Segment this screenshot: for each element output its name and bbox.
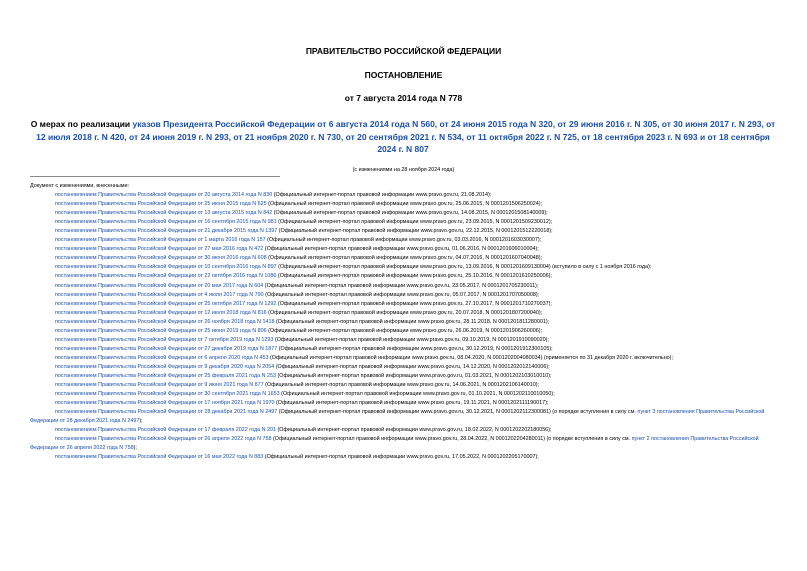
amendment-link[interactable]: постановлением Правительства Российской Федерации от 1 марта 2016 года N 157 bbox=[55, 237, 266, 244]
amendment-link[interactable]: постановлением Правительства Российской Федерации от 20 августа 2014 года N 830 bbox=[55, 192, 273, 199]
amendment-item bbox=[30, 218, 775, 227]
amendment-link[interactable]: постановлением Правительства Российской Федерации от 17 февраля 2022 года N 201 bbox=[55, 427, 277, 434]
amendment-item bbox=[30, 426, 775, 435]
amendment-source: (Официальный интернет-портал правовой информации www.pravo.gov.ru, 28.04.2022, N 0001202204280011) (о порядке вступления в силу см. bbox=[271, 436, 632, 443]
amendment-source: (Официальный интернет-портал правовой информации www.pravo.gov.ru, 04.07.2016, N 0001201607040048); bbox=[266, 255, 543, 262]
amendment-item bbox=[30, 354, 775, 363]
amendment-link[interactable]: постановлением Правительства Российской Федерации от 26 апреля 2022 года N 758 bbox=[55, 436, 272, 443]
amendment-source: (Официальный интернет-портал правовой информации www.pravo.gov.ru, 13.09.2016, N 0001201609130004) (вступило в силу с 1 ноября 2016 года); bbox=[276, 264, 652, 271]
amendment-link[interactable]: постановлением Правительства Российской Федерации от 22 октября 2016 года N 1086 bbox=[55, 273, 277, 280]
amendment-item bbox=[30, 227, 775, 236]
amendment-item bbox=[30, 318, 775, 327]
amendment-source: (Официальный интернет-портал правовой информации www.pravo.gov.ru, 19.11.2021, N 0001202111190017); bbox=[274, 400, 549, 407]
amendment-link[interactable]: постановлением Правительства Российской Федерации от 28 декабря 2021 года N 2497 bbox=[55, 409, 278, 416]
effective-date-link[interactable]: пункт 2 постановления Правительства Российской Федерации от 26 апреля 2022 года N 758 bbox=[30, 436, 759, 452]
amendment-item bbox=[30, 327, 775, 336]
amendment-source: (Официальный интернет-портал правовой информации www.pravo.gov.ru, 30.12.2019, N 0001201912300105); bbox=[277, 345, 553, 352]
amendment-link[interactable]: постановлением Правительства Российской Федерации от 21 декабря 2015 года N 1397 bbox=[55, 228, 278, 235]
amendment-item bbox=[30, 435, 775, 453]
amendment-link[interactable]: постановлением Правительства Российской Федерации от 10 сентября 2016 года N 897 bbox=[55, 264, 277, 271]
amendment-source: (Официальный интернет-портал правовой информации www.pravo.gov.ru, 03.03.2016, N 0001201603030007); bbox=[265, 237, 542, 244]
amendment-item bbox=[30, 245, 775, 254]
amendment-link[interactable]: постановлением Правительства Российской Федерации от 25 февраля 2021 года N 253 bbox=[55, 372, 277, 379]
amendment-source: (Официальный интернет-портал правовой информации www.pravo.gov.ru, 23.05.2017, N 0001201705230011); bbox=[263, 282, 539, 289]
amendment-link[interactable]: постановлением Правительства Российской Федерации от 16 сентября 2015 года N 981 bbox=[55, 219, 277, 226]
amendment-source: (Официальный интернет-портал правовой информации www.pravo.gov.ru, 14.06.2021, N 0001202106140010); bbox=[263, 382, 540, 389]
amendment-link[interactable]: постановлением Правительства Российской Федерации от 9 декабря 2020 года N 2054 bbox=[55, 363, 275, 370]
amendment-source: (Официальный интернет-портал правовой информации www.pravo.gov.ru, 30.12.2021, N 0001202112300081) (о порядке вступления в силу см. bbox=[277, 409, 638, 416]
amendment-item bbox=[30, 372, 775, 381]
amendment-link[interactable]: постановлением Правительства Российской Федерации от 25 июня 2019 года N 806 bbox=[55, 327, 267, 334]
amendment-link[interactable]: постановлением Правительства Российской Федерации от 30 июня 2016 года N 608 bbox=[55, 255, 267, 262]
amendment-item bbox=[30, 263, 775, 272]
amendment-item bbox=[30, 291, 775, 300]
amendment-link[interactable]: постановлением Правительства Российской Федерации от 12 июля 2018 года N 816 bbox=[55, 309, 267, 316]
amendment-item bbox=[30, 209, 775, 218]
amendment-tail: ); bbox=[139, 418, 143, 425]
amendment-item bbox=[30, 272, 775, 281]
amendment-item bbox=[30, 300, 775, 309]
amendment-item bbox=[30, 381, 775, 390]
amendment-source: (Официальный интернет-портал правовой информации www.pravo.gov.ru, 23.09.2015, N 0001201509230012); bbox=[276, 219, 553, 226]
amendment-item bbox=[30, 336, 775, 345]
amendment-source: (Официальный интернет-портал правовой информации www.pravo.gov.ru, 21.08.2014); bbox=[272, 192, 492, 199]
amendment-source: (Официальный интернет-портал правовой информации www.pravo.gov.ru, 01.10.2021, N 0001202110010050); bbox=[279, 391, 555, 398]
amendment-source: (Официальный интернет-портал правовой информации www.pravo.gov.ru, 25.06.2015, N 0001201506250024); bbox=[266, 201, 543, 208]
amendment-item bbox=[30, 345, 775, 354]
amendment-source: (Официальный интернет-портал правовой информации www.pravo.gov.ru, 14.08.2015, N 0001201508140009); bbox=[272, 210, 548, 217]
amendment-item bbox=[30, 390, 775, 399]
amendment-source: (Официальный интернет-портал правовой информации www.pravo.gov.ru, 01.03.2021, N 0001202103010010); bbox=[276, 372, 552, 379]
amendment-source: (Официальный интернет-портал правовой информации www.pravo.gov.ru, 05.07.2017, N 0001201707050008); bbox=[263, 291, 540, 298]
amendment-link[interactable]: постановлением Правительства Российской Федерации от 27 декабря 2019 года N 1877 bbox=[55, 345, 278, 352]
amendment-item bbox=[30, 236, 775, 245]
amendment-link[interactable]: постановлением Правительства Российской Федерации от 27 мая 2016 года N 472 bbox=[55, 246, 264, 253]
amendment-tail: ); bbox=[133, 445, 137, 452]
presidential-decrees-link[interactable]: указов Президента Российской Федерации от 6 августа 2014 года N 560, от 24 июня 2015 года N 320, от 29 июня 2016 г. N 305, от 30 июня 2017 г. N 293, от 12 июля 2018 г. N 420, от 24 июня 2019 г. N 293, от 21 ноября 2020 г. N 730, от 20 сентября 2021 г. N 534, от 11 октября 2022 г. N 725, от 18 сентября 2023 г. N 693 и от 18 сентября 2024 г. N 807 bbox=[36, 119, 776, 154]
document-date-number: от 7 августа 2014 года N 778 bbox=[344, 93, 463, 103]
amendments-list bbox=[30, 182, 775, 462]
title-prefix: О мерах по реализации bbox=[30, 119, 133, 129]
amendment-source: (Официальный интернет-портал правовой информации www.pravo.gov.ru, 27.10.2017, N 0001201710270037); bbox=[276, 300, 552, 307]
amendment-link[interactable]: постановлением Правительства Российской Федерации от 7 октября 2019 года N 1293 bbox=[55, 336, 274, 343]
amendment-source: (Официальный интернет-портал правовой информации www.pravo.gov.ru, 25.10.2016, N 0001201610250006); bbox=[276, 273, 552, 280]
amendment-item bbox=[30, 453, 775, 462]
amendment-item bbox=[30, 200, 775, 209]
changes-note: (с изменениями на 28 ноября 2024 года) bbox=[352, 167, 455, 173]
document-type: ПОСТАНОВЛЕНИЕ bbox=[364, 70, 443, 80]
divider bbox=[30, 176, 280, 177]
amendment-item bbox=[30, 399, 775, 408]
amendment-source: (Официальный интернет-портал правовой информации www.pravo.gov.ru, 14.12.2020, N 0001202012140006); bbox=[274, 363, 550, 370]
amendment-item bbox=[30, 282, 775, 291]
amendment-source: (Официальный интернет-портал правовой информации www.pravo.gov.ru, 20.07.2018, N 0001201807200040); bbox=[266, 309, 543, 316]
effective-date-link[interactable]: пункт 3 постановления Правительства Российской Федерации от 28 декабря 2021 года N 2497 bbox=[30, 409, 765, 425]
amendment-link[interactable]: постановлением Правительства Российской Федерации от 13 августа 2015 года N 842 bbox=[55, 210, 273, 217]
amendment-source: (Официальный интернет-портал правовой информации www.pravo.gov.ru, 18.02.2022, N 0001202202180056); bbox=[276, 427, 552, 434]
amendment-source: (Официальный интернет-портал правовой информации www.pravo.gov.ru, 01.06.2016, N 0001201606010004); bbox=[263, 246, 539, 253]
amendment-item bbox=[30, 254, 775, 263]
amendment-source: (Официальный интернет-портал правовой информации www.pravo.gov.ru, 17.05.2022, N 0001202205170007); bbox=[263, 454, 539, 461]
document-title bbox=[28, 118, 778, 156]
amendment-item bbox=[30, 191, 775, 200]
amendment-item bbox=[30, 363, 775, 372]
amendment-link[interactable]: постановлением Правительства Российской Федерации от 17 ноября 2021 года N 1970 bbox=[55, 400, 275, 407]
amendment-link[interactable]: постановлением Правительства Российской Федерации от 16 мая 2022 года N 883 bbox=[55, 454, 264, 461]
amendment-link[interactable]: постановлением Правительства Российской Федерации от 4 июля 2017 года N 790 bbox=[55, 291, 264, 298]
amendment-link[interactable]: постановлением Правительства Российской Федерации от 30 сентября 2021 года N 1653 bbox=[55, 391, 280, 398]
amendment-source: (Официальный интернет-портал правовой информации www.pravo.gov.ru, 28.11.2018, N 0001201811280001); bbox=[274, 318, 550, 325]
amendment-link[interactable]: постановлением Правительства Российской Федерации от 6 апреля 2020 года N 453 bbox=[55, 354, 269, 361]
amendment-source: (Официальный интернет-портал правовой информации www.pravo.gov.ru, 08.04.2020, N 0001202004080034) (применяется по 31 декабря 2020 г. включительно); bbox=[268, 354, 673, 361]
amendment-source: (Официальный интернет-портал правовой информации www.pravo.gov.ru, 22.12.2015, N 0001201512220018); bbox=[277, 228, 553, 235]
amendment-item bbox=[30, 309, 775, 318]
amendment-link[interactable]: постановлением Правительства Российской Федерации от 25 октября 2017 года N 1292 bbox=[55, 300, 277, 307]
amendment-link[interactable]: постановлением Правительства Российской Федерации от 25 июня 2015 года N 625 bbox=[55, 201, 267, 208]
government-heading: ПРАВИТЕЛЬСТВО РОССИЙСКОЙ ФЕДЕРАЦИИ bbox=[305, 46, 502, 56]
amendment-source: (Официальный интернет-портал правовой информации www.pravo.gov.ru, 26.06.2019, N 0001201906260006); bbox=[266, 327, 543, 334]
amendment-link[interactable]: постановлением Правительства Российской Федерации от 26 ноября 2018 года N 1418 bbox=[55, 318, 275, 325]
amendment-source: (Официальный интернет-портал правовой информации www.pravo.gov.ru, 09.10.2019, N 0001201910090020); bbox=[273, 336, 549, 343]
amendment-item bbox=[30, 408, 775, 426]
amendments-intro: Документ с изменениями, внесенными: bbox=[30, 183, 129, 189]
amendment-link[interactable]: постановлением Правительства Российской Федерации от 20 мая 2017 года N 604 bbox=[55, 282, 264, 289]
amendment-link[interactable]: постановлением Правительства Российской Федерации от 9 июня 2021 года N 877 bbox=[55, 382, 264, 389]
